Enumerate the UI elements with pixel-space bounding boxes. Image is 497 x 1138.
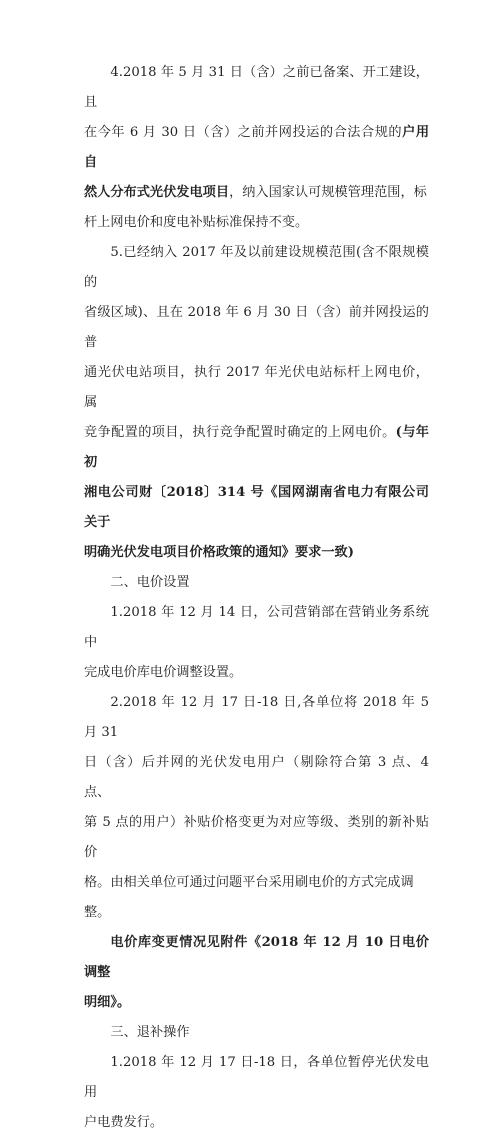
bold-text-line: 明确光伏发电项目价格政策的通知》要求一致) <box>84 545 354 560</box>
bold-text-line: 湘电公司财〔2018〕314 号《国网湖南省电力有限公司关于 <box>84 485 429 530</box>
paragraph-pricing-2 <box>84 688 429 928</box>
text-line: 格。由相关单位可通过问题平台采用刷电价的方式完成调 <box>84 875 414 890</box>
text-run: 在今年 6 月 30 日（含）之前并网投运的合法合规的 <box>84 125 403 140</box>
section-heading-refund: 三、退补操作 <box>110 1025 190 1040</box>
text-line: 杆上网电价和度电补贴标准保持不变。 <box>84 215 309 230</box>
text-run: 竞争配置的项目，执行竞争配置时确定的上网电价。 <box>84 425 396 440</box>
text-run: ，纳入国家认可规模管理范围，标 <box>229 185 427 200</box>
text-line: 省级区域)、且在 2018 年 6 月 30 日（含）前并网投运的普 <box>84 305 429 350</box>
paragraph-refund-1 <box>84 1048 429 1138</box>
bold-text: 然人分布式光伏发电项目 <box>84 185 230 200</box>
paragraph-item-5 <box>84 238 429 568</box>
bold-text-line: 明细》。 <box>84 995 131 1010</box>
text-line: 4.2018 年 5 月 31 日（含）之前已备案、开工建设，且 <box>84 65 429 110</box>
text-line: 整。 <box>84 905 111 920</box>
text-line: 第 5 点的用户）补贴价格变更为对应等级、类别的新补贴价 <box>84 815 429 860</box>
paragraph-pricing-1 <box>84 598 429 688</box>
text-line: 完成电价库电价调整设置。 <box>84 665 243 680</box>
paragraph-item-4 <box>84 58 429 238</box>
text-line: 2.2018 年 12 月 17 日-18 日,各单位将 2018 年 5 月 31 <box>84 695 429 740</box>
bold-text: (与年初 <box>84 425 429 470</box>
paragraph-attachment-note <box>84 928 429 1018</box>
text-line: 1.2018 年 12 月 14 日，公司营销部在营销业务系统中 <box>84 605 429 650</box>
bold-text: 户用自 <box>84 125 430 170</box>
text-line <box>84 118 429 178</box>
text-line: 户电费发行。 <box>84 1115 164 1130</box>
text-line: 5.已经纳入 2017 年及以前建设规模范围(含不限规模的 <box>84 245 429 290</box>
text-line <box>84 418 429 478</box>
text-line: 日（含）后并网的光伏发电用户（剔除符合第 3 点、4 点、 <box>84 755 429 800</box>
text-line <box>84 178 429 208</box>
text-line: 1.2018 年 12 月 17 日-18 日，各单位暂停光伏发电用 <box>84 1055 429 1100</box>
section-heading-pricing: 二、电价设置 <box>110 575 190 590</box>
bold-text-line: 电价库变更情况见附件《2018 年 12 月 10 日电价调整 <box>84 935 429 980</box>
text-line: 通光伏电站项目，执行 2017 年光伏电站标杆上网电价，属 <box>84 365 429 410</box>
